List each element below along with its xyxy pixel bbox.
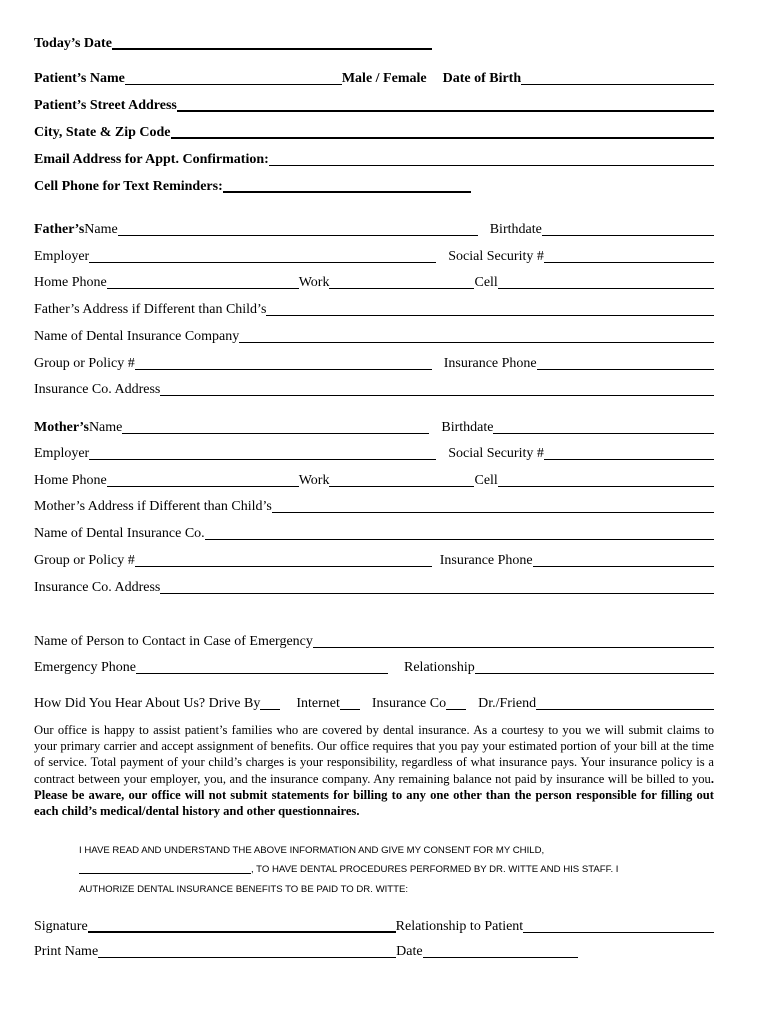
father-address-field[interactable] <box>266 315 714 316</box>
father-ins-phone-label: Insurance Phone <box>443 356 537 371</box>
emergency-phone-row <box>34 660 714 676</box>
mother-ins-phone-field[interactable] <box>533 566 714 567</box>
referral-insurance-field[interactable] <box>446 709 466 710</box>
father-phone-row <box>34 275 714 291</box>
dob-label: Date of Birth <box>442 71 522 86</box>
relationship-to-patient-field[interactable] <box>523 932 714 933</box>
mother-name-bold: Mother’s <box>34 420 89 435</box>
insurance-policy-paragraph <box>34 722 714 819</box>
mother-home-label: Home Phone <box>34 473 107 488</box>
print-name-label: Print Name <box>34 944 99 959</box>
mother-ins-address-row <box>34 580 714 596</box>
mother-name-row <box>34 420 714 436</box>
date-label: Date <box>396 944 423 959</box>
mother-group-field[interactable] <box>135 566 432 567</box>
mother-address-row <box>34 499 714 515</box>
father-group-label: Group or Policy # <box>34 356 135 371</box>
father-group-row <box>34 356 714 372</box>
father-insurance-label: Name of Dental Insurance Company <box>34 329 240 344</box>
mother-ssn-label: Social Security # <box>448 446 544 461</box>
consent-line-3: AUTHORIZE DENTAL INSURANCE BENEFITS TO BE PAID TO DR. WITTE: <box>79 884 409 895</box>
emergency-phone-field[interactable] <box>136 673 388 674</box>
dob-field[interactable] <box>521 84 714 85</box>
father-employer-label: Employer <box>34 249 90 264</box>
patient-name-row <box>34 71 714 87</box>
mother-ins-address-label: Insurance Co. Address <box>34 580 161 595</box>
policy-text: Our office is happy to assist patient’s families who are covered by dental insurance. As a courtesy to you we will submit claims to your primary carrier and accept assignment of benefits. Our office requires that you pay your estimated portion of your bill at the time of service. Total payment of your child’s charges is your responsibility, regardless of what insurance pays. Your insurance policy is a contract between your employer, you, and the insurance company. Any remaining balance not paid by insurance will be billed to you <box>34 723 714 786</box>
mother-ssn-field[interactable] <box>544 459 714 460</box>
cell-reminder-row <box>34 179 714 195</box>
sex-label[interactable]: Male / Female <box>341 71 427 86</box>
father-employer-field[interactable] <box>89 262 436 263</box>
mother-employer-row <box>34 446 714 462</box>
father-home-field[interactable] <box>107 288 299 289</box>
referral-insurance-label: Insurance Co <box>371 696 447 711</box>
mother-employer-field[interactable] <box>89 459 436 460</box>
mother-birthdate-field[interactable] <box>493 433 714 434</box>
father-birthdate-field[interactable] <box>542 235 714 236</box>
referral-question-label: How Did You Hear About Us? Drive By <box>34 696 261 711</box>
mother-name-label: Name <box>88 420 123 435</box>
father-home-label: Home Phone <box>34 275 107 290</box>
mother-name-field[interactable] <box>122 433 429 434</box>
signature-row <box>34 919 714 935</box>
street-row <box>34 98 714 114</box>
mother-work-field[interactable] <box>329 486 474 487</box>
father-cell-field[interactable] <box>498 288 714 289</box>
father-group-field[interactable] <box>135 369 432 370</box>
email-row <box>34 152 714 168</box>
father-name-bold: Father’s <box>34 222 85 237</box>
city-row <box>34 125 714 141</box>
mother-birthdate-label: Birthdate <box>441 420 494 435</box>
cell-reminder-label: Cell Phone for Text Reminders: <box>34 179 223 194</box>
father-work-label: Work <box>298 275 330 290</box>
mother-ins-address-field[interactable] <box>160 593 714 594</box>
father-address-row <box>34 302 714 318</box>
father-ins-address-field[interactable] <box>160 395 714 396</box>
emergency-relationship-label: Relationship <box>404 660 475 675</box>
mother-address-label: Mother’s Address if Different than Child’s <box>34 499 272 514</box>
cell-reminder-field[interactable] <box>223 191 471 193</box>
todays-date-field[interactable] <box>112 48 432 50</box>
father-employer-row <box>34 249 714 265</box>
father-name-row <box>34 222 714 238</box>
mother-home-field[interactable] <box>107 486 299 487</box>
mother-group-label: Group or Policy # <box>34 553 135 568</box>
city-label: City, State & Zip Code <box>34 125 171 140</box>
policy-bold-text: . Please be aware, our office will not submit statements for billing to any one other than the person responsible for filling out each child’s medical/dental history and other questionnaires. <box>34 771 714 819</box>
father-ins-address-row <box>34 382 714 398</box>
city-field[interactable] <box>171 137 715 139</box>
relationship-to-patient-label: Relationship to Patient <box>395 919 524 934</box>
father-address-label: Father’s Address if Different than Child’s <box>34 302 267 317</box>
date-field[interactable] <box>423 957 578 958</box>
father-birthdate-label: Birthdate <box>489 222 542 237</box>
mother-insurance-row <box>34 526 714 542</box>
referral-friend-field[interactable] <box>536 709 714 710</box>
father-name-label: Name <box>84 222 118 237</box>
mother-ins-phone-label: Insurance Phone <box>439 553 533 568</box>
father-work-field[interactable] <box>329 288 474 289</box>
referral-internet-field[interactable] <box>340 709 360 710</box>
print-name-field[interactable] <box>98 957 396 958</box>
referral-friend-label: Dr./Friend <box>478 696 537 711</box>
referral-row <box>34 696 714 712</box>
emergency-phone-label: Emergency Phone <box>34 660 136 675</box>
consent-line-2-row <box>79 864 618 876</box>
emergency-contact-field[interactable] <box>313 647 714 648</box>
referral-driveby-field[interactable] <box>260 709 280 710</box>
mother-cell-label: Cell <box>474 473 498 488</box>
referral-internet-label: Internet <box>296 696 340 711</box>
email-label: Email Address for Appt. Confirmation: <box>34 152 269 167</box>
signature-label: Signature <box>34 919 88 934</box>
mother-employer-label: Employer <box>34 446 90 461</box>
todays-date-label: Today’s Date <box>34 36 112 51</box>
consent-line-1: I HAVE READ AND UNDERSTAND THE ABOVE INFORMATION AND GIVE MY CONSENT FOR MY CHILD, <box>79 845 545 856</box>
father-ssn-label: Social Security # <box>448 249 544 264</box>
father-name-field[interactable] <box>118 235 478 236</box>
father-cell-label: Cell <box>474 275 498 290</box>
street-field[interactable] <box>177 110 714 112</box>
print-name-row <box>34 944 714 960</box>
street-label: Patient’s Street Address <box>34 98 177 113</box>
mother-group-row <box>34 553 714 569</box>
father-insurance-field[interactable] <box>239 342 714 343</box>
emergency-contact-row <box>34 634 714 650</box>
emergency-contact-label: Name of Person to Contact in Case of Emergency <box>34 634 313 649</box>
mother-insurance-label: Name of Dental Insurance Co. <box>34 526 205 541</box>
father-insurance-row <box>34 329 714 345</box>
mother-insurance-field[interactable] <box>205 539 714 540</box>
father-ssn-field[interactable] <box>544 262 714 263</box>
father-ins-address-label: Insurance Co. Address <box>34 382 161 397</box>
todays-date-row <box>34 36 714 52</box>
patient-name-field[interactable] <box>125 84 342 85</box>
signature-field[interactable] <box>88 931 396 933</box>
emergency-relationship-field[interactable] <box>475 673 714 674</box>
mother-work-label: Work <box>298 473 330 488</box>
father-ins-phone-field[interactable] <box>537 369 714 370</box>
mother-address-field[interactable] <box>272 512 714 513</box>
mother-cell-field[interactable] <box>498 486 714 487</box>
consent-line-2: , TO HAVE DENTAL PROCEDURES PERFORMED BY DR. WITTE AND HIS STAFF. I <box>251 864 619 875</box>
mother-phone-row <box>34 473 714 489</box>
email-field[interactable] <box>269 165 714 166</box>
patient-name-label: Patient’s Name <box>34 71 125 86</box>
child-name-field[interactable] <box>79 873 251 874</box>
